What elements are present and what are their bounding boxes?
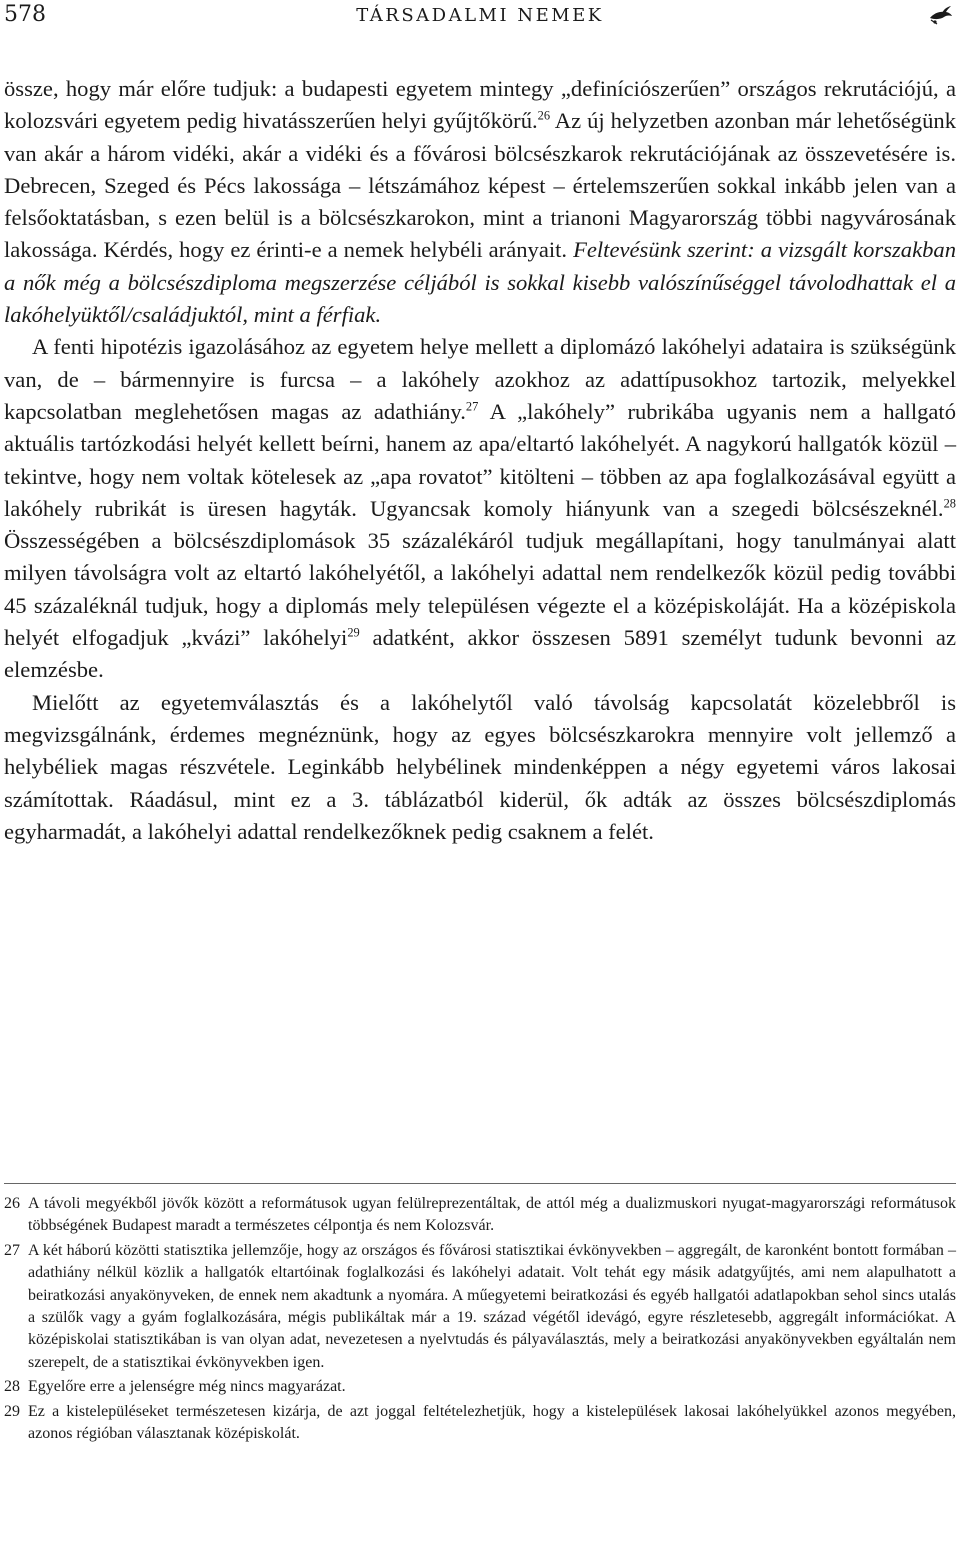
footnote-ref-29[interactable]: 29 [347, 625, 360, 640]
footnote-number: 28 [4, 1378, 20, 1396]
footnote-29 [4, 1401, 956, 1446]
footnote-text: Egyelőre erre a jelenségre még nincs magyarázat. [28, 1378, 346, 1396]
paragraph-2-text: A fenti hipotézis igazolásához az egyetem helye mellett a diplomázó lakóhelyi adataira is szükségünk van, de – bármennyire is furcsa – a lakóhely azokhoz az adattípusokhoz tartozik, melyekkel kapcsolatban meglehetősen magas az adathiány. [4, 334, 956, 424]
page-number: 578 [4, 2, 46, 27]
footnote-27 [4, 1240, 956, 1374]
footnote-26 [4, 1193, 956, 1238]
footnote-ref-28[interactable]: 28 [943, 496, 956, 511]
footnote-ref-26[interactable]: 26 [537, 108, 551, 123]
footnote-divider [4, 1183, 956, 1185]
running-head: TÁRSADALMI NEMEK [356, 5, 604, 26]
footnote-text: Ez a kistelepüléseket természetesen kizárja, de azt joggal feltételezhetjük, hogy a kistelepülések lakosai lakóhelyükkel azonos megyében, azonos régióban választanak középiskolát. [28, 1402, 956, 1443]
paragraph-1 [4, 73, 956, 331]
paragraph-2-text-cont2: Összességében a bölcsészdiplomások 35 százalékáról tudjuk megállapítani, hogy tanulmányai alatt milyen távolságra volt az eltartó lakóhelyétől, a lakóhelyi adattal nem rendelkezők közül pedig további 45 százaléknál tudjuk, hogy a diplomás mely településen végezte el a középiskoláját. Ha a középiskola helyét elfogadjuk „kvázi” lakóhelyi [4, 528, 956, 651]
footnotes [4, 1193, 956, 1447]
footnote-28 [4, 1376, 956, 1398]
paragraph-2-text-cont: A „lakóhely” rubrikába ugyanis nem a hallgató aktuális tartózkodási helyét kellett beírni, hanem az apa/eltartó lakóhelyét. A nagykorú hallgatók közül – tekintve, hogy nem voltak kötelesek az „apa rovatot” kitölteni – többen az apa foglalkozásával együtt a lakóhely rubrikát is üresen hagyták. Ugyancsak komoly hiányunk van a szegedi bölcsészeknél. [4, 398, 957, 521]
footnote-number: 26 [4, 1195, 20, 1212]
quill-ornament-icon [928, 4, 954, 26]
paragraph-1-text-cont: Az új helyzetben azonban már lehetőségünk van akár a három vidéki, akár a vidéki és a fővárosi bölcsészkarok rekrutációjának az összevetésére is. Debrecen, Szeged és Pécs lakossága – létszámához képest – értelemszerűen sokkal inkább jelen van a felsőoktatásban, s ezen belül is a bölcsészkarokon, mint a trianoni Magyarország többi nagyvárosának lakossága. Kérdés, hogy ez érinti-e a nemek helybéli arányait. [4, 108, 956, 263]
paragraph-1-text: össze, hogy már előre tudjuk: a budapesti egyetem mintegy „definíciószerűen” országos rekrutációjú, a kolozsvári egyetem pedig hivatásszerűen helyi gyűjtőkörű. [4, 76, 956, 134]
footnote-number: 27 [4, 1241, 20, 1259]
paragraph-2 [4, 331, 956, 686]
footnote-number: 29 [4, 1402, 20, 1420]
paragraph-3: Mielőtt az egyetemválasztás és a lakóhelytől való távolság kapcsolatát közelebbről is megvizsgálnánk, érdemes megnéznünk, hogy az egyes bölcsészkarokra mennyire volt jellemző a helybéliek magas részvétele. Leginkább helybélinek mindenképpen a négy egyetemi város lakosai számítottak. Ráadásul, mint ez a 3. táblázatból kiderül, ők adták az összes bölcsészdiplomás egyharmadát, a lakóhelyi adattal rendelkezőknek pedig csaknem a felét. [4, 689, 956, 844]
footnote-text: A távoli megyékből jövők között a reformátusok ugyan felülreprezentáltak, de attól még a dualizmuskori nyugat-magyarországi reformátusok többségének Budapest maradt a természetes célpontja és nem Kolozsvár. [28, 1195, 956, 1235]
body-text [4, 73, 956, 848]
hypothesis-italic: Feltevésünk szerint: a vizsgált korszakban a nők még a bölcsészdiploma megszerzése céljából is sokkal kisebb valószínűséggel távolodhattak el a lakóhelyüktől/családjuktól, mint a férfiak. [4, 237, 956, 328]
footnote-ref-27[interactable]: 27 [465, 399, 479, 414]
paragraph-2-text-end: adatként, akkor összesen 5891 személyt tudunk bevonni az elemzésbe. [4, 625, 956, 683]
page-header [0, 0, 960, 40]
footnote-text: A két háború közötti statisztika jellemzője, hogy az országos és fővárosi statisztikai évkönyvekben – aggregált, de karonként bontott formában – adathiány nélkül közlik a hallgatók eltartóinak foglalkozási és lakóhelyi adatait. Volt tehát egy másik adatgyűjtés, ami nem alapulhatott a beiratkozási anyakönyveken, de ennek nem akadtunk a nyomára. A műegyetemi beiratkozási és egyéb hallgatói adatlapokban sehol sincs utalás a szülők vagy a gyám foglalkozására, mégis publikáltak már a 19. század végétől idevágó, egyre részletesebb, aggregált információkat. A középiskolai statisztikában is van olyan adat, nevezetesen a nyelvtudás és pályaválasztás, mely a beiratkozási anyakönyvekben egyáltalán nem szerepelt, de a statisztikai évkönyvekben igen. [28, 1241, 956, 1371]
